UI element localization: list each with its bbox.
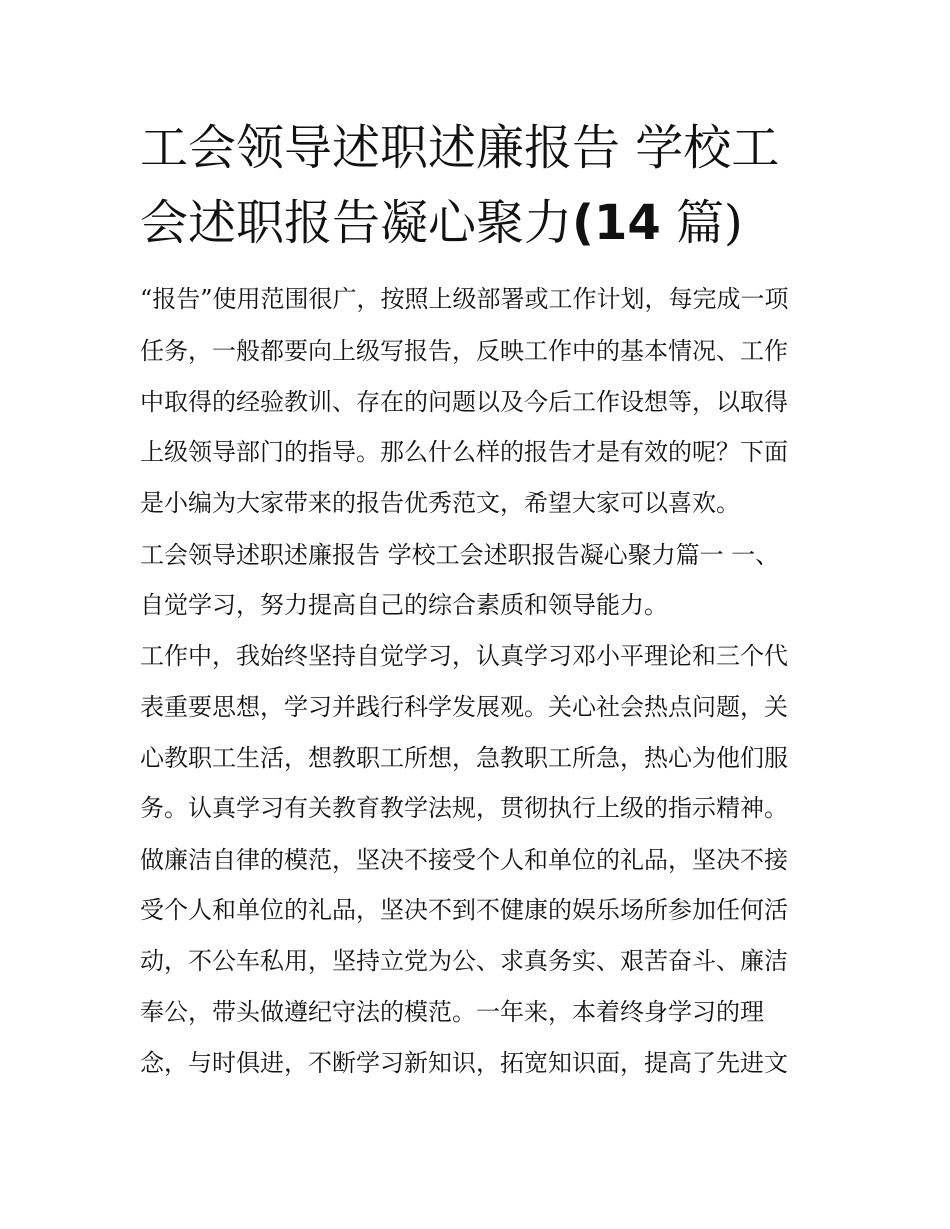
body-line: 奉公，带头做遵纪守法的模范。一年来，本着终身学习的理 <box>140 998 764 1026</box>
document-title-line-1 <box>140 118 779 178</box>
title-text-1: 工会领导述职述廉报告 学校工 <box>140 120 780 176</box>
body-line: 是小编为大家带来的报告优秀范文，希望大家可以喜欢。 <box>140 489 740 517</box>
body-line: 上级领导部门的指导。那么什么样的报告才是有效的呢？下面 <box>140 438 788 466</box>
body-line: 受个人和单位的礼品，坚决不到不健康的娱乐场所参加任何活 <box>140 896 788 924</box>
title-count-end: 篇) <box>660 195 743 251</box>
body-line: 表重要思想，学习并践行科学发展观。关心社会热点问题，关 <box>140 693 788 721</box>
body-line: 动，不公车私用，坚持立党为公、求真务实、艰苦奋斗、廉洁 <box>140 947 788 975</box>
body-line: 自觉学习，努力提高自己的综合素质和领导能力。 <box>140 591 668 619</box>
body-line: 心教职工生活，想教职工所想，急教职工所急，热心为他们服 <box>140 744 788 772</box>
body-line: 中取得的经验教训、存在的问题以及今后工作设想等，以取得 <box>140 388 788 416</box>
document-title-line-2 <box>140 193 743 253</box>
body-line: 务。认真学习有关教育教学法规，贯彻执行上级的指示精神。 <box>140 794 788 822</box>
body-line: 工作中，我始终坚持自觉学习，认真学习邓小平理论和三个代 <box>140 642 788 670</box>
body-line: 任务，一般都要向上级写报告，反映工作中的基本情况、工作 <box>140 337 788 365</box>
body-line: 念，与时俱进，不断学习新知识，拓宽知识面，提高了先进文 <box>140 1049 788 1077</box>
body-line: 工会领导述职述廉报告 学校工会述职报告凝心聚力篇一 一、 <box>140 541 780 569</box>
title-count: (14 <box>572 195 661 251</box>
body-line: “报告”使用范围很广，按照上级部署或工作计划，每完成一项 <box>140 285 789 313</box>
title-text-2: 会述职报告凝心聚力 <box>140 195 573 251</box>
body-line: 做廉洁自律的模范，坚决不接受个人和单位的礼品，坚决不接 <box>140 846 788 874</box>
